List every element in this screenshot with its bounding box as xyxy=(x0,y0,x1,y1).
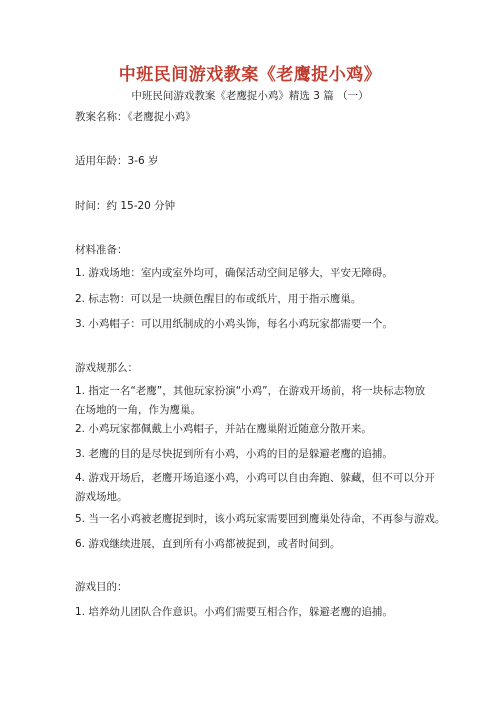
rules-item: 5. 当一名小鸡被老鹰捉到时，该小鸡玩家需要回到鹰巢处待命，不再参与游戏。 xyxy=(75,513,446,525)
materials-item: 3. 小鸡帽子：可以用纸制成的小鸡头饰，每名小鸡玩家都需要一个。 xyxy=(75,318,393,330)
rules-item: 1. 指定一名“老鹰”，其他玩家扮演“小鸡”，在游戏开场前，将一块标志物放在场地的一角，作为鹰巢。 xyxy=(75,385,426,416)
document-title: 中班民间游戏教案《老鹰捉小鸡》 xyxy=(118,65,382,85)
rules-item: 6. 游戏继续进展，直到所有小鸡都被捉到，或者时间到。 xyxy=(75,538,341,550)
lesson-name: 教案名称：《老鹰捉小鸡》 xyxy=(75,111,196,123)
rules-item: 2. 小鸡玩家都佩戴上小鸡帽子，并站在鹰巢附近随意分散开来。 xyxy=(75,423,372,435)
document-subtitle: 中班民间游戏教案《老鹰捉小鸡》精选 3 篇 （一） xyxy=(131,90,369,102)
rules-item: 3. 老鹰的目的是尽快捉到所有小鸡，小鸡的目的是躲避老鹰的追捕。 xyxy=(75,448,393,460)
goals-heading: 游戏目的： xyxy=(75,581,128,593)
rules-heading: 游戏规那么： xyxy=(75,362,138,374)
age-range: 适用年龄：3-6 岁 xyxy=(75,155,159,167)
materials-item: 1. 游戏场地：室内或室外均可，确保活动空间足够大，平安无障碍。 xyxy=(75,267,393,279)
goals-item: 1. 培养幼儿团队合作意识。小鸡们需要互相合作，躲避老鹰的追捕。 xyxy=(75,606,393,618)
duration: 时间：约 15-20 分钟 xyxy=(75,200,176,212)
materials-item: 2. 标志物：可以是一块颜色醒目的布或纸片，用于指示鹰巢。 xyxy=(75,293,362,305)
materials-heading: 材料准备： xyxy=(75,244,128,256)
rules-item: 4. 游戏开场后，老鹰开场追逐小鸡，小鸡可以自由奔跑、躲藏，但不可以分开游戏场地。 xyxy=(75,472,435,503)
